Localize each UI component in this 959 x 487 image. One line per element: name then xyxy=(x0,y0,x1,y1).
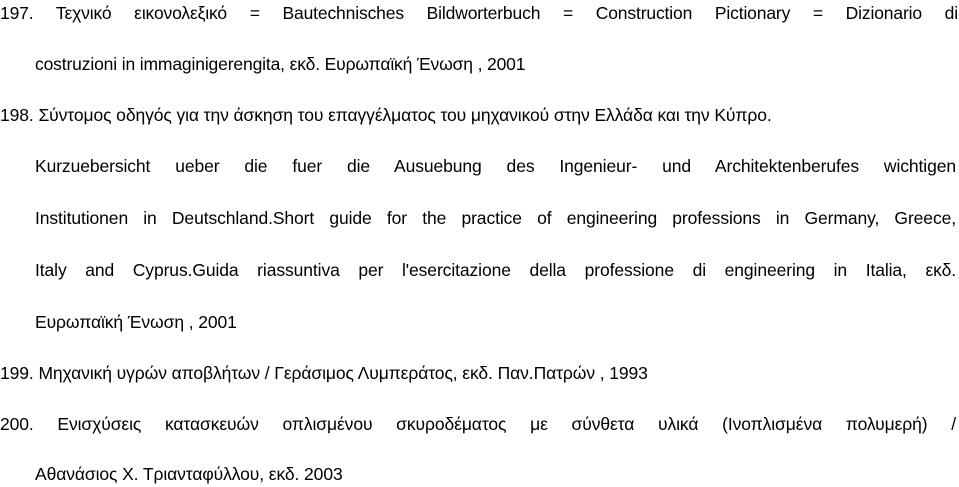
entry-line xyxy=(0,104,772,126)
entry-line xyxy=(0,413,956,435)
entry-line: Kurzuebersicht ueber die fuer die Ausuebung des Ingenieur- und Architektenberufes wichtigen xyxy=(35,156,956,176)
entry-number: 198. xyxy=(0,105,34,125)
entry-line xyxy=(0,2,958,24)
entry-text: Μηχανική υγρών αποβλήτων / Γεράσιμος Λυμπεράτος, εκδ. Παν.Πατρών , 1993 xyxy=(38,363,648,383)
entry-number: 200. xyxy=(0,414,34,434)
entry-line: Institutionen in Deutschland.Short guide for the practice of engineering professions in Germany, Greece, xyxy=(35,208,956,228)
entry-text: Τεχνικό εικονολεξικό = Bautechnisches Bildworterbuch = Construction Pictionary = Dizionario di xyxy=(55,3,958,23)
entry-line: Αθανάσιος Χ. Τριανταφύλλου, εκδ. 2003 xyxy=(35,464,343,484)
entry-number: 197. xyxy=(0,3,34,23)
entry-text: Ενισχύσεις κατασκευών οπλισμένου σκυροδέματος με σύνθετα υλικά (Ινοπλισμένα πολυμερή) / xyxy=(57,414,956,434)
entry-line: Ευρωπαϊκή Ένωση , 2001 xyxy=(35,312,237,332)
entry-line xyxy=(0,362,648,384)
entry-number: 199. xyxy=(0,363,34,383)
entry-line: costruzioni in immaginigerengita, εκδ. Ευρωπαϊκή Ένωση , 2001 xyxy=(35,54,526,74)
entry-text: Σύντομος οδηγός για την άσκηση του επαγγέλματος του μηχανικού στην Ελλάδα και την Κύπρο. xyxy=(38,105,772,125)
entry-line: Italy and Cyprus.Guida riassuntiva per l'esercitazione della professione di engineering in Italia, εκδ. xyxy=(35,260,956,280)
